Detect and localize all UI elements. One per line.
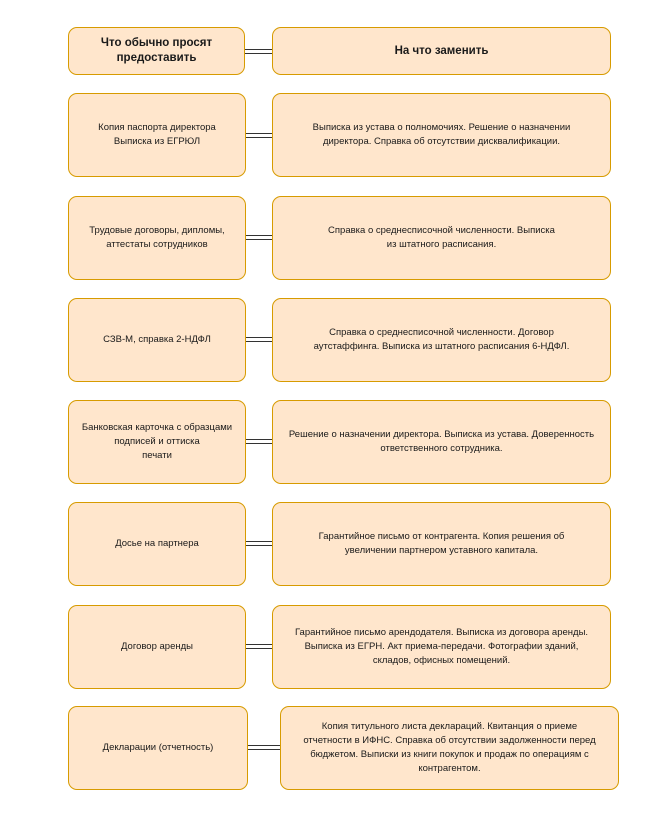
replacement-doc-box: Выписка из устава о полномочиях. Решение о назначении директора. Справка об отсутствии дисквалификации. (272, 93, 611, 177)
requested-doc-box: Трудовые договоры, дипломы, аттестаты сотрудников (68, 196, 246, 280)
requested-doc-box: СЗВ-М, справка 2-НДФЛ (68, 298, 246, 382)
header-left-box: Что обычно просят предоставить (68, 27, 245, 75)
requested-doc-box: Декларации (отчетность) (68, 706, 248, 790)
row-connector (246, 541, 272, 546)
replacement-doc-box: Гарантийное письмо арендодателя. Выписка из договора аренды. Выписка из ЕГРН. Акт приема-передачи. Фотографии зданий, складов, офисных помещений. (272, 605, 611, 689)
row-connector (246, 235, 272, 240)
replacement-doc-box: Гарантийное письмо от контрагента. Копия решения об увеличении партнером уставного капитала. (272, 502, 611, 586)
row-connector (246, 337, 272, 342)
row-connector (246, 439, 272, 444)
replacement-doc-box: Справка о среднесписочной численности. Договор аутстаффинга. Выписка из штатного расписания 6-НДФЛ. (272, 298, 611, 382)
row-connector (246, 644, 272, 649)
header-right-box: На что заменить (272, 27, 611, 75)
header-connector (245, 49, 272, 54)
requested-doc-box: Досье на партнера (68, 502, 246, 586)
replacement-doc-box: Справка о среднесписочной численности. Выписка из штатного расписания. (272, 196, 611, 280)
requested-doc-box: Банковская карточка с образцами подписей и оттиска печати (68, 400, 246, 484)
row-connector (246, 133, 272, 138)
requested-doc-box: Копия паспорта директора Выписка из ЕГРЮЛ (68, 93, 246, 177)
replacement-doc-box: Копия титульного листа деклараций. Квитанция о приеме отчетности в ИФНС. Справка об отсутствии задолженности перед бюджетом. Выписки из книги покупок и продаж по операциям с контрагентом. (280, 706, 619, 790)
requested-doc-box: Договор аренды (68, 605, 246, 689)
row-connector (248, 745, 280, 750)
replacement-doc-box: Решение о назначении директора. Выписка из устава. Доверенность ответственного сотрудника. (272, 400, 611, 484)
